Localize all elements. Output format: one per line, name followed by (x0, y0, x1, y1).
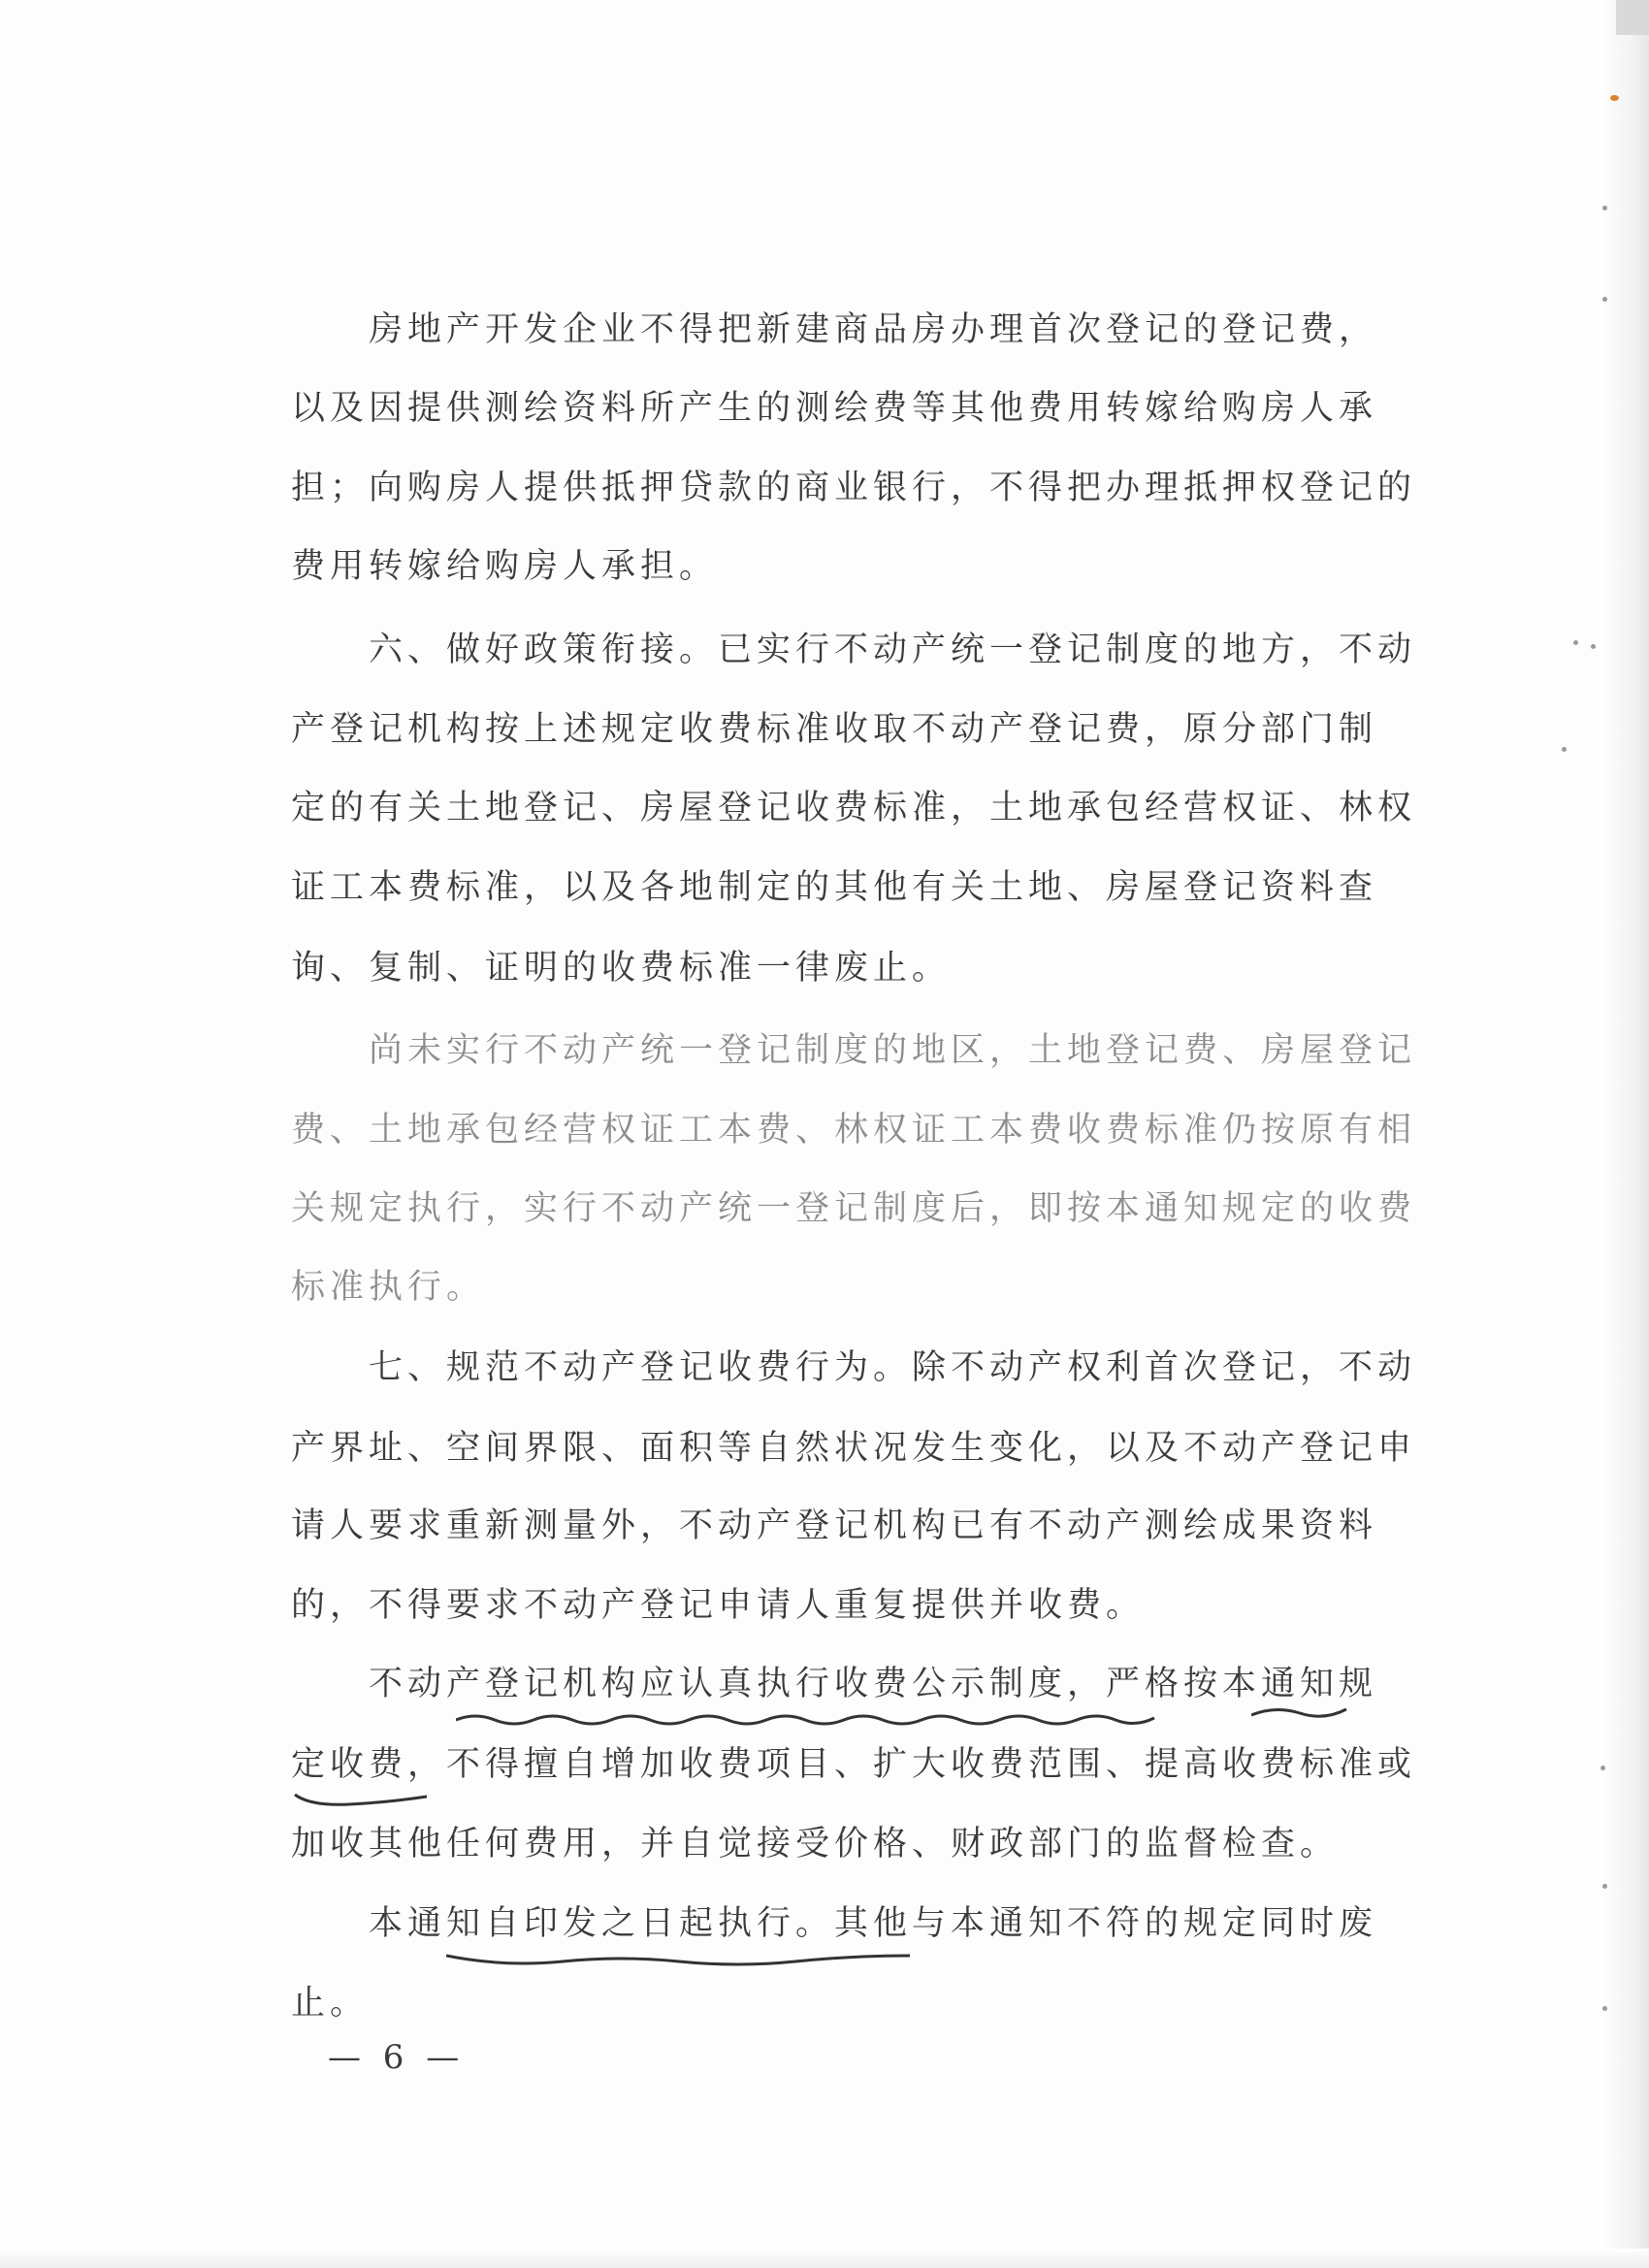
paragraph-line: 标准执行。 (291, 1268, 486, 1307)
scan-speck (1610, 95, 1619, 101)
scan-speck (1602, 297, 1607, 302)
scan-speck (1562, 747, 1567, 752)
page-number: — 6 — (328, 2038, 466, 2077)
handwritten-underline (456, 1710, 1164, 1726)
section-heading-line: 六、做好政策衔接。已实行不动产统一登记制度的地方，不动 (369, 631, 1417, 669)
paragraph-line: 定收费，不得擅自增加收费项目、扩大收费范围、提高收费标准或 (291, 1745, 1417, 1784)
paragraph-line: 担；向购房人提供抵押贷款的商业银行，不得把办理抵押权登记的 (291, 469, 1417, 507)
corner-mark (1616, 0, 1649, 35)
scan-speck (1600, 1766, 1605, 1770)
scan-speck (1602, 206, 1607, 211)
paragraph-line: 不动产登记机构应认真执行收费公示制度，严格按本通知规 (369, 1665, 1378, 1703)
paragraph-line: 房地产开发企业不得把新建商品房办理首次登记的登记费， (369, 310, 1378, 349)
paragraph-line: 尚未实行不动产统一登记制度的地区，土地登记费、房屋登记 (369, 1031, 1417, 1070)
section-heading-line: 七、规范不动产登记收费行为。除不动产权利首次登记，不动 (369, 1348, 1417, 1387)
paragraph-line: 产界址、空间界限、面积等自然状况发生变化，以及不动产登记申 (291, 1429, 1417, 1468)
handwritten-underline (446, 1950, 912, 1965)
paragraph-line: 费、土地承包经营权证工本费、林权证工本费收费标准仍按原有相 (291, 1111, 1417, 1150)
paragraph-line: 请人要求重新测量外，不动产登记机构已有不动产测绘成果资料 (291, 1507, 1378, 1545)
scan-speck (1602, 2006, 1607, 2011)
paragraph-line: 定的有关土地登记、房屋登记收费标准，土地承包经营权证、林权 (291, 789, 1417, 827)
paragraph-line: 的，不得要求不动产登记申请人重复提供并收费。 (291, 1586, 1146, 1625)
scan-speck (1602, 1884, 1607, 1889)
paragraph-line: 费用转嫁给购房人承担。 (291, 547, 719, 586)
paragraph-line: 本通知自印发之日起执行。其他与本通知不符的规定同时废 (369, 1904, 1378, 1943)
scan-speck (1591, 644, 1596, 649)
handwritten-underline (1251, 1703, 1348, 1719)
paragraph-line: 产登记机构按上述规定收费标准收取不动产登记费，原分部门制 (291, 710, 1378, 749)
paragraph-line: 加收其他任何费用，并自觉接受价格、财政部门的监督检查。 (291, 1825, 1340, 1863)
paragraph-line: 关规定执行，实行不动产统一登记制度后，即按本通知规定的收费 (291, 1189, 1417, 1228)
paragraph-line: 证工本费标准，以及各地制定的其他有关土地、房屋登记资料查 (291, 868, 1378, 907)
scan-edge-shadow (1599, 0, 1649, 2268)
paragraph-line: 以及因提供测绘资料所产生的测绘费等其他费用转嫁给购房人承 (291, 389, 1378, 428)
handwritten-underline (291, 1789, 436, 1804)
paragraph-line: 止。 (291, 1984, 370, 2023)
paragraph-line: 询、复制、证明的收费标准一律废止。 (291, 949, 952, 988)
bottom-edge-shadow (0, 2249, 1649, 2268)
scan-speck (1573, 640, 1578, 645)
